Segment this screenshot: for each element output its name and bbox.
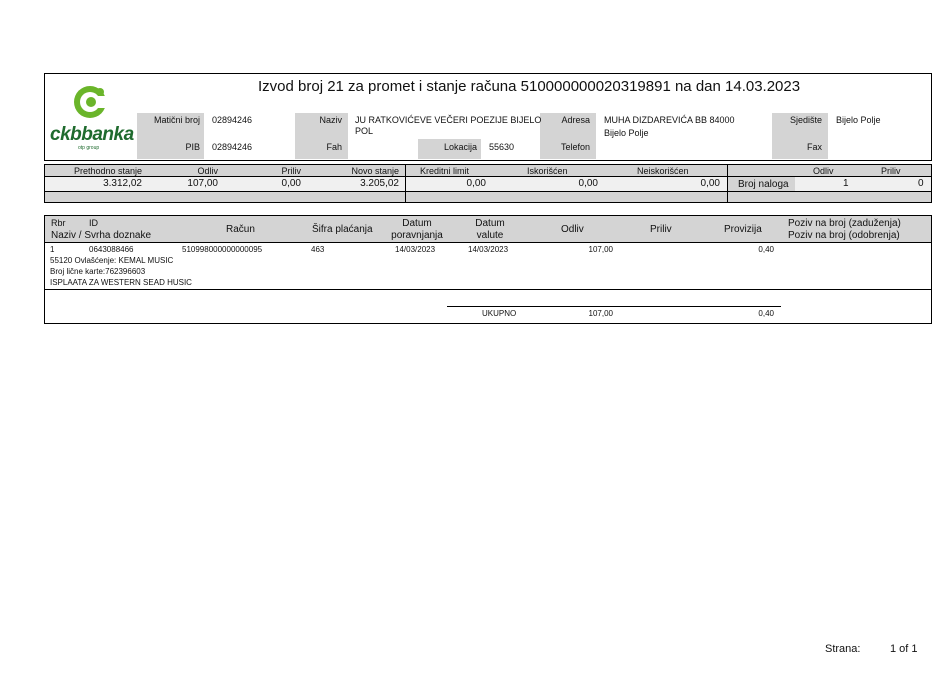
col-poziv-2: Poziv na broj (odobrenja)	[788, 230, 900, 241]
divider	[405, 164, 406, 203]
row-datum-por: 14/03/2023	[395, 245, 436, 254]
col-datum-val-1: Datum	[475, 218, 505, 229]
fah-label: Fah	[326, 142, 342, 152]
total-provizija: 0,40	[758, 309, 774, 318]
bank-logo	[50, 84, 134, 154]
neiskoriscen-value: 0,00	[700, 178, 720, 189]
nalog-odliv-value: 1	[843, 178, 849, 189]
kreditni-value: 0,00	[466, 178, 486, 189]
sjediste-value: Bijelo Polje	[836, 115, 881, 125]
pib-value: 02894246	[212, 142, 253, 152]
nalog-priliv-value: 0	[918, 178, 924, 189]
col-odliv: Odliv	[561, 224, 584, 235]
row-line-3: Broj lične karte:762396603	[50, 267, 146, 276]
col-racun: Račun	[226, 224, 255, 235]
adresa-value-1: MUHA DIZDAREVIĆA BB 84000	[604, 115, 735, 125]
logo-text: ckbbanka	[50, 124, 134, 145]
table-row	[45, 243, 931, 289]
row-racun: 510998000000000095	[182, 245, 263, 254]
col-naziv: Naziv / Svrha doznake	[51, 230, 152, 241]
divider	[727, 164, 728, 203]
adresa-label: Adresa	[561, 115, 590, 125]
iskoriscen-label: Iskorišćen	[527, 166, 568, 176]
col-datum-por-1: Datum	[402, 218, 432, 229]
telefon-label: Telefon	[560, 142, 590, 152]
odliv-label: Odliv	[197, 166, 218, 176]
page-number: 1 of 1	[890, 643, 918, 655]
priliv-label: Priliv	[281, 166, 301, 176]
naziv-value-2: POL	[355, 126, 374, 136]
prethodno-value: 3.312,02	[103, 178, 142, 189]
divider	[44, 191, 932, 192]
lokacija-label: Lokacija	[443, 142, 477, 152]
kreditni-label: Kreditni limit	[420, 166, 470, 176]
divider	[44, 289, 932, 290]
col-poziv-1: Poziv na broj (zaduženja)	[788, 218, 901, 229]
maticni-value: 02894246	[212, 115, 253, 125]
priliv-value: 0,00	[281, 178, 301, 189]
naziv-value-1: JU RATKOVIĆEVE VEČERI POEZIJE BIJELO	[355, 115, 542, 125]
naziv-label: Naziv	[319, 115, 342, 125]
lokacija-value: 55630	[489, 142, 515, 152]
row-odliv: 107,00	[588, 245, 613, 254]
col-priliv: Priliv	[650, 224, 672, 235]
row-line-4: ISPLAATA ZA WESTERN SEAD HUSIC	[50, 278, 192, 287]
row-line-2: 55120 Ovlašćenje: KEMAL MUSIC	[50, 256, 174, 265]
neiskoriscen-label: Neiskorišćen	[637, 166, 689, 176]
page-label: Strana:	[825, 643, 861, 655]
novo-value: 3.205,02	[360, 178, 399, 189]
row-id: 0643088466	[89, 245, 134, 254]
total-odliv: 107,00	[588, 309, 613, 318]
adresa-value-2: Bijelo Polje	[604, 128, 649, 138]
sjediste-label: Sjedište	[789, 115, 822, 125]
row-rbr: 1	[50, 245, 55, 254]
nalog-odliv-label: Odliv	[813, 166, 834, 176]
col-rbr: Rbr	[51, 218, 66, 228]
total-label: UKUPNO	[482, 309, 517, 318]
col-sifra: Šifra plaćanja	[312, 224, 373, 235]
col-datum-val-2: valute	[476, 230, 504, 241]
novo-label: Novo stanje	[351, 166, 399, 176]
maticni-label: Matični broj	[153, 115, 200, 125]
col-datum-por-2: poravnjanja	[391, 230, 443, 241]
iskoriscen-value: 0,00	[578, 178, 598, 189]
row-provizija: 0,40	[758, 245, 774, 254]
odliv-value: 107,00	[187, 178, 218, 189]
row-datum-val: 14/03/2023	[468, 245, 509, 254]
col-provizija: Provizija	[724, 224, 762, 235]
statement-title: Izvod broj 21 za promet i stanje računa 510000000020319891 na dan 14.03.2023	[258, 78, 801, 95]
col-id: ID	[89, 218, 98, 228]
total-rule	[447, 306, 781, 307]
pib-label: PIB	[185, 142, 200, 152]
logo-subtext: otp group	[78, 145, 100, 151]
prethodno-label: Prethodno stanje	[73, 166, 142, 176]
row-sifra: 463	[311, 245, 325, 254]
fax-label: Fax	[806, 142, 822, 152]
summary-value-row-right	[795, 177, 931, 191]
nalog-priliv-label: Priliv	[881, 166, 901, 176]
broj-naloga-label: Broj naloga	[738, 179, 789, 190]
